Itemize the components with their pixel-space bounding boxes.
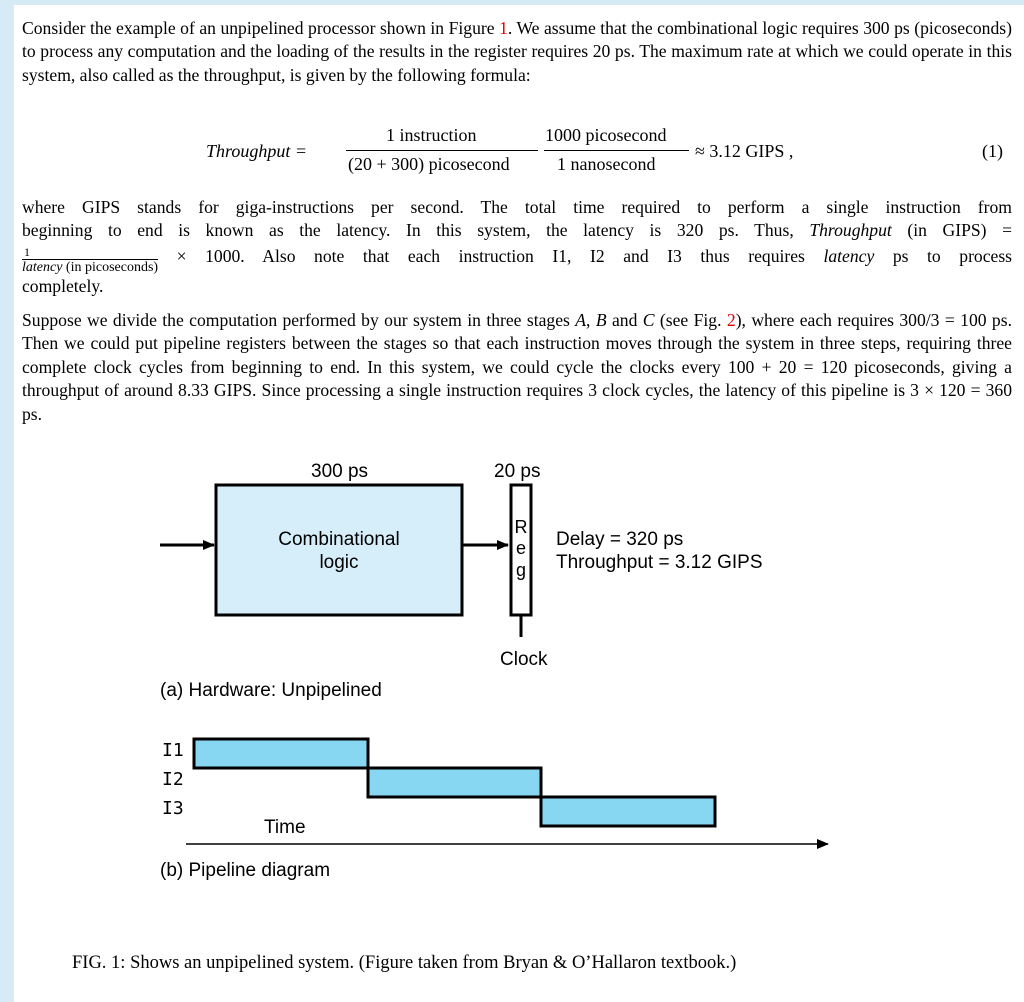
reg-letter-e: e	[515, 538, 526, 558]
line2-italic: Throughput	[809, 220, 892, 241]
equation-result: ≈ 3.12 GIPS ,	[695, 141, 794, 161]
throughput-label: Throughput = 3.12 GIPS	[556, 552, 763, 573]
subcaption-b: (b) Pipeline diagram	[160, 860, 331, 881]
line3-italic: latency	[823, 245, 875, 266]
label-300ps: 300 ps	[311, 461, 369, 482]
stage-separator: ,	[586, 310, 591, 330]
comb-logic-label-line1: Combinational	[278, 529, 400, 550]
figure-caption: FIG. 1: Shows an unpipelined system. (Figure taken from Bryan & O’Hallaron textbook.)	[72, 953, 737, 973]
stage-b: B	[595, 310, 607, 330]
paragraph-pipeline-text-3: ), where each requires 300/3 = 100 ps. Then we could put pipeline registers between the stages so that each instruction moves through the system in three steps, requiring three complete clock cycles from beginning to end. In this system, we could cycle the clocks every 100 + 20 = 120 picoseconds, giving a throughput of around 8.33 GIPS. Since processing a single instruction requires 3 clock cycles, the latency of this pipeline is 3 × 120 = 360 ps.	[22, 310, 1012, 424]
pipeline-bar-i3	[541, 797, 715, 826]
inline-fraction-units: (in picoseconds)	[65, 259, 159, 275]
instruction-label-i3: I3	[162, 798, 184, 819]
figure-2-link[interactable]: 2	[726, 310, 736, 330]
stage-and: and	[611, 310, 638, 330]
line3-text-cont: ps to process	[892, 245, 1013, 266]
pipeline-bar-i1	[194, 739, 368, 768]
comb-logic-label-line2: logic	[319, 552, 359, 573]
delay-label: Delay = 320 ps	[556, 529, 684, 550]
time-label: Time	[264, 817, 306, 838]
paragraph-pipeline-text: Suppose we divide the computation performed by our system in three stages	[22, 310, 570, 330]
stage-c: C	[642, 310, 655, 330]
instruction-label-i2: I2	[162, 769, 184, 790]
document-page	[14, 5, 1024, 1002]
line2-text-cont: (in GIPS) =	[907, 220, 1013, 241]
clock-label: Clock	[500, 649, 548, 670]
inline-fraction-latency: latency	[22, 259, 63, 275]
subcaption-a: (a) Hardware: Unpipelined	[160, 680, 382, 701]
label-20ps: 20 ps	[494, 461, 541, 482]
figure-drawing	[14, 5, 1024, 1002]
reg-letter-r: R	[514, 517, 528, 537]
line3-text: × 1000. Also note that each instruction I1, I2 and I3 thus requires	[176, 245, 805, 266]
paragraph-latency-line4: completely.	[22, 275, 104, 296]
paragraph-intro-text: Consider the example of an unpipelined processor shown in Figure	[22, 18, 495, 38]
equation-lhs: Throughput =	[206, 141, 307, 161]
equation-frac2-denominator: 1 nanosecond	[557, 154, 656, 174]
instruction-label-i1: I1	[162, 740, 184, 761]
inline-fraction-numerator: 1	[22, 246, 158, 260]
paragraph-intro-text-cont: . We assume that the combinational logic requires 300 ps (picoseconds) to process any computation and the loading of the results in the register requires 20 ps. The maximum rate at which we could operate in this system, also called as the throughput, is given by the following formula:	[22, 18, 1012, 85]
equation-number: (1)	[982, 141, 1003, 161]
stage-a: A	[575, 310, 587, 330]
equation-frac2-numerator: 1000 picosecond	[545, 125, 667, 145]
figure-1-link[interactable]: 1	[499, 18, 508, 38]
pipeline-bar-i2	[368, 768, 541, 797]
equation-frac1-numerator: 1 instruction	[386, 125, 477, 145]
equation-frac1-denominator: (20 + 300) picosecond	[348, 154, 510, 174]
paragraph-pipeline-text-2: (see Fig.	[659, 310, 722, 330]
paragraph-latency-line1: where GIPS stands for giga-instructions per second. The total time required to perform a single instruction from	[22, 197, 1012, 217]
line2-text: beginning to end is known as the latency. In this system, the latency is 320 ps. Thus,	[22, 220, 794, 241]
reg-letter-g: g	[515, 560, 526, 580]
